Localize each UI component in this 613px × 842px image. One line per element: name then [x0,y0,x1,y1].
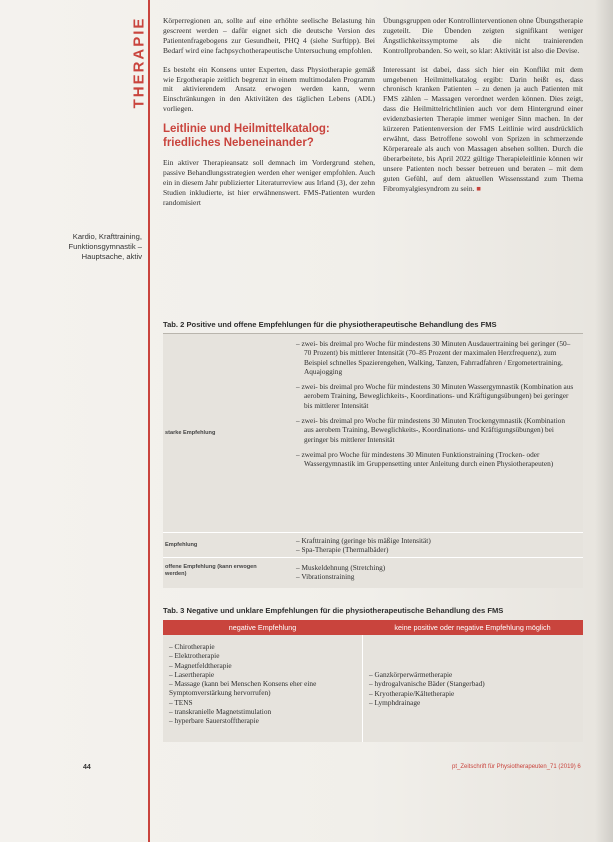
page-edge-shadow [595,0,613,842]
section-tab-label: THERAPIE [130,16,148,108]
table-2-item: – zwei- bis dreimal pro Woche für mindestens 30 Minuten Ausdauertraining bei geringer (50–70 Prozent) bis mittlerer Intensität (70–85 Prozent der maximalen Herzfrequenz), zum Beispiel schnelles Spazierengehen, Walking, Tanzen, Fahrradfahren / Ergometertraining, Aquajogging [296,339,571,376]
table-2-item: – zweimal pro Woche für mindestens 30 Minuten Funktionstraining (Trocken- oder Wassergymnastik im Gruppensetting unter Anleitung durch einen Physiotherapeuten) [296,449,554,469]
table-3-unclear-list: – Ganzkörperwärmetherapie – hydrogalvanische Bäder (Stangerbad) – Kryotherapie/Kältetherapie – Lymphdrainage [369,670,485,707]
right-paragraph-1: Übungsgruppen oder Kontrollinterventionen ohne Übungstherapie zugeteilt. Die Übenden zeigten signifikant weniger Ängstlichkeitssymptome als die nicht trainierenden Kontrollprobanden. So weit, so klar: Aktivität ist also die Devise. [383,16,583,55]
table-2-row-items [296,563,576,582]
table-2-item: – Vibrationstraining [296,572,355,582]
left-paragraph-2: Es besteht ein Konsens unter Experten, dass Physiotherapie gemäß wie Ergotherapie zeitlich begrenzt in einem multimodalen Programm mit aktivierendem Ansatz erwogen werden kann, wenn Einschränkungen in den Aktivitäten des täglichen Lebens (ADL) vorliegen. [163,64,375,114]
table-2-row-open [163,558,583,588]
page-number: 44 [83,764,91,771]
table-2 [163,333,583,588]
red-margin-rule [148,0,150,842]
left-paragraph-3: Ein aktiver Therapieansatz soll demnach im Vordergrund stehen, passive Behandlungsstrategien werden eher weniger empfohlen. Auch ein in diesem Jahr publizierter Literaturreview aus Irland (3), der zehn Studien inkludierte, ist hier erwähnenswert. FMS-Patienten wurden randomisiert [163,158,375,207]
table-3-negative-list: – Chirotherapie – Elektrotherapie – Magnetfeldtherapie – Lasertherapie – Massage (kann bei Menschen Konsens eher eine Symptomverstärkung hervorrufen) – TENS – transkranielle Magnetstimulation – hyperbare Sauerstofftherapie [169,642,317,726]
table-3-caption: Tab. 3 Negative und unklare Empfehlungen für die physiotherapeutische Behandlung des FMS [163,606,504,615]
subheading: Leitlinie und Heilmittelkatalog: friedliches Nebeneinander? [163,123,330,149]
right-paragraph-2-text: Interessant ist dabei, dass sich hier ein Konflikt mit dem umgebenen Heilmittelkatalog ergibt: Darin heißt es, dass chronisch kranken Patienten – zu denen ja auch Patienten mit FMS zählen – Massagen verordnet werden können. Dies zeigt, dass die Heilmittelrichtlinien auch vor dem Hintergrund einer evidenzbasierten Therapie immer weniger Sinn machen. In der kürzeren Patientenversion der FMS Leitlinie wird ausdrücklich erwähnt, dass Betroffene sowohl von Sprizen in schmerzende Körperareale als auch von Massagen absehen sollten. Durch die überarbeitete, bis April 2022 gültige Therapieleitlinie können wir unsere Patienten noch besser betreuen und beraten – mit dem guten Gefühl, auf dem aktuellen Wissensstand zum Thema Fibromyalgiesyndrom zu sein. [383,64,583,193]
table-2-item: – zwei- bis dreimal pro Woche für mindestens 30 Minuten Trockengymnastik (Kombination aus aerobem Training, Beweglichkeits-, Koordinations- und Kräftigungsübungen) bei geringer bis mittlerer Intensität [296,416,566,444]
table-2-item: – zwei- bis dreimal pro Woche für mindestens 30 Minuten Wassergymnastik (Kombination aus aerobem Training, Beweglichkeits-, Koordinations- und Kräftigungsübungen) bei geringer bis mittlerer Intensität [296,382,574,410]
right-paragraph-2 [383,65,583,194]
table-3-column-divider [362,635,363,742]
side-note: Kardio, Krafttraining, Funktionsgymnastik – Hauptsache, aktiv [68,232,142,262]
table-2-caption: Tab. 2 Positive und offene Empfehlungen für die physiotherapeutische Behandlung des FMS [163,320,497,329]
table-2-row-label: starke Empfehlung [165,430,216,436]
table-3-header [163,620,583,635]
table-2-item: – Muskeldehnung (Stretching) [296,563,386,572]
table-2-row-recommendation [163,533,583,558]
table-3 [163,620,583,742]
table-2-item: – Krafttraining (geringe bis mäßige Intensität) [296,536,431,545]
table-2-row-strong [163,334,583,533]
right-text-column [383,16,583,202]
journal-footer: pt_Zeitschrift für Physiotherapeuten_71 (2019) 6 [452,764,581,770]
table-3-header-negative: negative Empfehlung [228,623,297,632]
table-2-item: – Spa-Therapie (Thermalbäder) [296,545,389,555]
section-tab [126,14,152,110]
table-3-header-unclear: keine positive oder negative Empfehlung möglich [394,623,551,632]
end-mark: ■ [476,183,481,193]
table-2-row-label: Empfehlung [165,542,198,548]
table-2-row-items [296,536,576,555]
left-paragraph-1: Körperregionen an, sollte auf eine erhöhte seelische Belastung hin gescreent werden – dafür eignet sich die deutsche Version des Patientenfragebogens zur Gesundheit, PHQ 4 (siehe Surftipp). Bei Bedarf wird eine fachpsychotherapeutische Untersuchung empfohlen. [163,16,375,55]
table-2-row-label: offene Empfehlung (kann erwogen werden) [165,564,257,577]
left-text-column [163,16,375,217]
table-2-row-items [296,339,576,475]
